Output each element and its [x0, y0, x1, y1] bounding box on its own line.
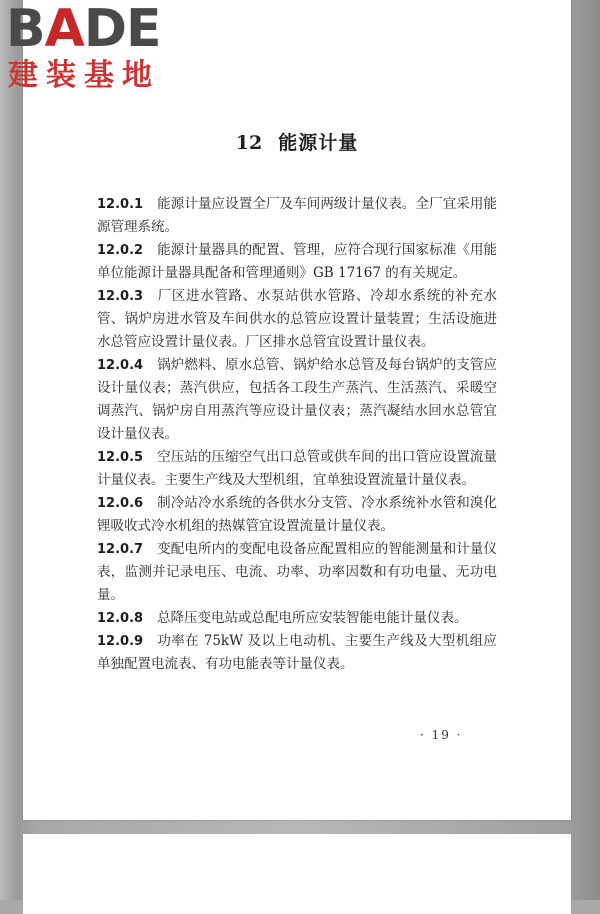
clause-number: 12.0.7 — [97, 542, 144, 557]
clause-text: 能源计量器具的配置、管理，应符合现行国家标准《用能单位能源计量器具配备和管理通则》GB 17167 的有关规定。 — [97, 242, 497, 281]
clause-number: 12.0.9 — [97, 634, 144, 649]
clause-text: 能源计量应设置全厂及车间两级计量仪表。全厂宜采用能源管理系统。 — [97, 196, 497, 235]
clause — [97, 285, 497, 354]
clause-list — [97, 193, 497, 676]
clause-number: 12.0.6 — [97, 496, 144, 511]
clause-text: 制冷站冷水系统的各供水分支管、冷水系统补水管和溴化锂吸收式冷水机组的热媒管宜设置流量计量仪表。 — [97, 495, 497, 534]
chapter-title — [23, 128, 571, 155]
logo-subtitle: 建装基地 — [8, 58, 160, 93]
clause — [97, 607, 497, 630]
clause-text: 厂区进水管路、水泵站供水管路、冷却水系统的补充水管、锅炉房进水管及车间供水的总管应设置计量装置；生活设施进水总管应设置计量仪表。厂区排水总管宜设置计量仪表。 — [97, 288, 497, 350]
brand-logo — [2, 0, 177, 96]
chapter-number: 12 — [235, 132, 263, 154]
clause — [97, 630, 497, 676]
logo-letter-a: A — [44, 0, 84, 59]
logo-letter-b: B — [6, 0, 45, 59]
clause-text: 变配电所内的变配电设备应配置相应的智能测量和计量仪表，监测并记录电压、电流、功率、功率因数和有功电量、无功电量。 — [97, 541, 497, 603]
next-page-preview — [23, 834, 571, 914]
clause-number: 12.0.2 — [97, 243, 144, 258]
clause-number: 12.0.5 — [97, 450, 144, 465]
clause-number: 12.0.1 — [97, 197, 144, 212]
clause-text: 锅炉燃料、原水总管、锅炉给水总管及每台锅炉的支管应设计量仪表；蒸汽供应，包括各工段生产蒸汽、生活蒸汽、采暖空调蒸汽、锅炉房自用蒸汽等应设计量仪表；蒸汽凝结水回水总管宜设计量仪表。 — [97, 357, 497, 442]
logo-wordmark — [6, 0, 176, 59]
clause-number: 12.0.8 — [97, 611, 144, 626]
clause-text: 功率在 75kW 及以上电动机、主要生产线及大型机组应单独配置电流表、有功电能表等计量仪表。 — [97, 633, 497, 672]
clause-number: 12.0.4 — [97, 358, 144, 373]
clause — [97, 193, 497, 239]
page-number: · 19 · — [420, 728, 463, 742]
logo-letters-de: DE — [83, 0, 161, 59]
chapter-title-text: 能源计量 — [278, 132, 359, 154]
clause-text: 空压站的压缩空气出口总管或供车间的出口管应设置流量计量仪表。主要生产线及大型机组，宜单独设置流量计量仪表。 — [97, 449, 497, 488]
clause-text: 总降压变电站或总配电所应安装智能电能计量仪表。 — [157, 610, 468, 626]
clause — [97, 239, 497, 285]
clause — [97, 538, 497, 607]
clause — [97, 492, 497, 538]
clause — [97, 446, 497, 492]
clause — [97, 354, 497, 446]
clause-number: 12.0.3 — [97, 289, 144, 304]
